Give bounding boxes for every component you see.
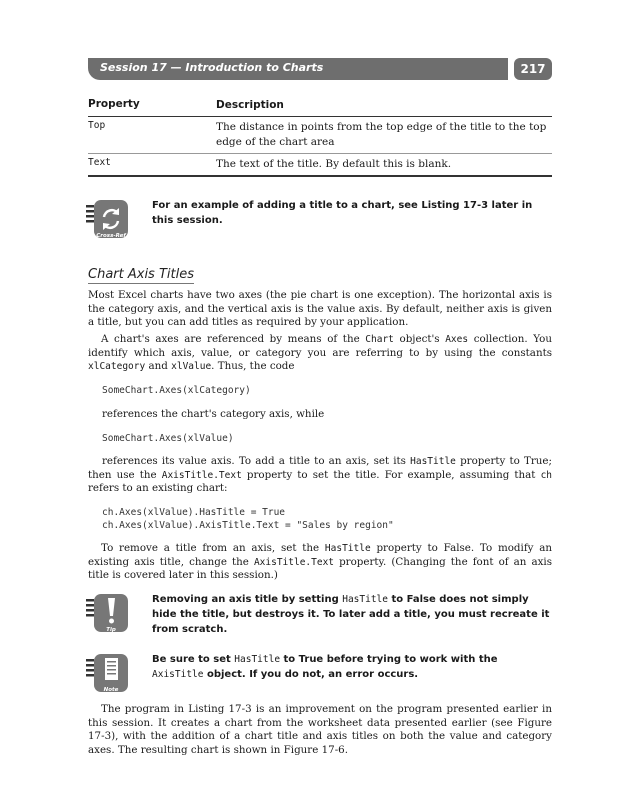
- table-row: [88, 154, 552, 177]
- column-header-description: Description: [216, 99, 284, 111]
- table-header-row: [88, 96, 552, 117]
- table-row: [88, 117, 552, 154]
- svg-text:Note: Note: [103, 687, 119, 693]
- property-cell: Text: [88, 157, 111, 168]
- paragraph: To remove a title from an axis, set the HasTitle property to False. To modify an existing axis title, change the AxisTitle.Text property. (Changing the font of an axis title is covered later in this session.): [88, 542, 553, 581]
- note-text: Be sure to set HasTitle to True before trying to work with the AxisTitle object. If you do not, an error occurs.: [152, 654, 498, 680]
- paragraph: references the chart's category axis, while: [102, 408, 325, 420]
- description-cell: The distance in points from the top edge of the title to the top edge of the chart area: [216, 121, 547, 148]
- property-cell: Top: [88, 120, 106, 131]
- note-callout: [86, 652, 556, 696]
- paragraph: references its value axis. To add a title to an axis, set its HasTitle property to True; then use the AxisTitle.Text property to set the title. For example, assuming that ch refers to an existing chart:: [88, 455, 553, 494]
- tip-icon: [86, 592, 132, 634]
- cross-ref-text: For an example of adding a title to a chart, see Listing 17-3 later in this session.: [152, 200, 533, 226]
- svg-text:Cross-Ref: Cross-Ref: [96, 233, 126, 239]
- running-header-title: Session 17 — Introduction to Charts: [100, 61, 324, 74]
- code-block: SomeChart.Axes(xlValue): [102, 433, 234, 444]
- properties-table: [88, 96, 552, 177]
- page-number: 217: [514, 58, 552, 80]
- code-block: ch.Axes(xlValue).HasTitle = True ch.Axes(xlValue).AxisTitle.Text = "Sales by region": [102, 507, 394, 531]
- code-block: SomeChart.Axes(xlCategory): [102, 385, 251, 396]
- tip-text: Removing an axis title by setting HasTitle to False does not simply hide the title, but destroys it. To later add a title, you must recreate it from scratch.: [152, 594, 550, 635]
- paragraph: The program in Listing 17-3 is an improvement on the program presented earlier in this session. It creates a chart from the worksheet data presented earlier (see Figure 17-3), with the addition of a chart title and axis titles on both the value and category axes. The resulting chart is shown in Figure 17-6.: [88, 703, 552, 756]
- tip-callout: [86, 592, 556, 636]
- paragraph: Most Excel charts have two axes (the pie chart is one exception). The horizontal axis is the category axis, and the vertical axis is the value axis. By default, neither axis is given a title, but you can add titles as required by your application.: [88, 289, 552, 328]
- note-icon: [86, 652, 132, 694]
- svg-text:Tip: Tip: [106, 627, 116, 633]
- description-cell: The text of the title. By default this is blank.: [216, 158, 452, 170]
- cross-ref-callout: [86, 198, 556, 242]
- paragraph: A chart's axes are referenced by means of the Chart object's Axes collection. You identify which axis, value, or category you are referring to by using the constants xlCategory and xlValue. Thus, the code: [88, 333, 552, 372]
- section-heading: Chart Axis Titles: [88, 267, 194, 282]
- column-header-property: Property: [88, 98, 140, 110]
- cross-ref-icon: [86, 198, 132, 240]
